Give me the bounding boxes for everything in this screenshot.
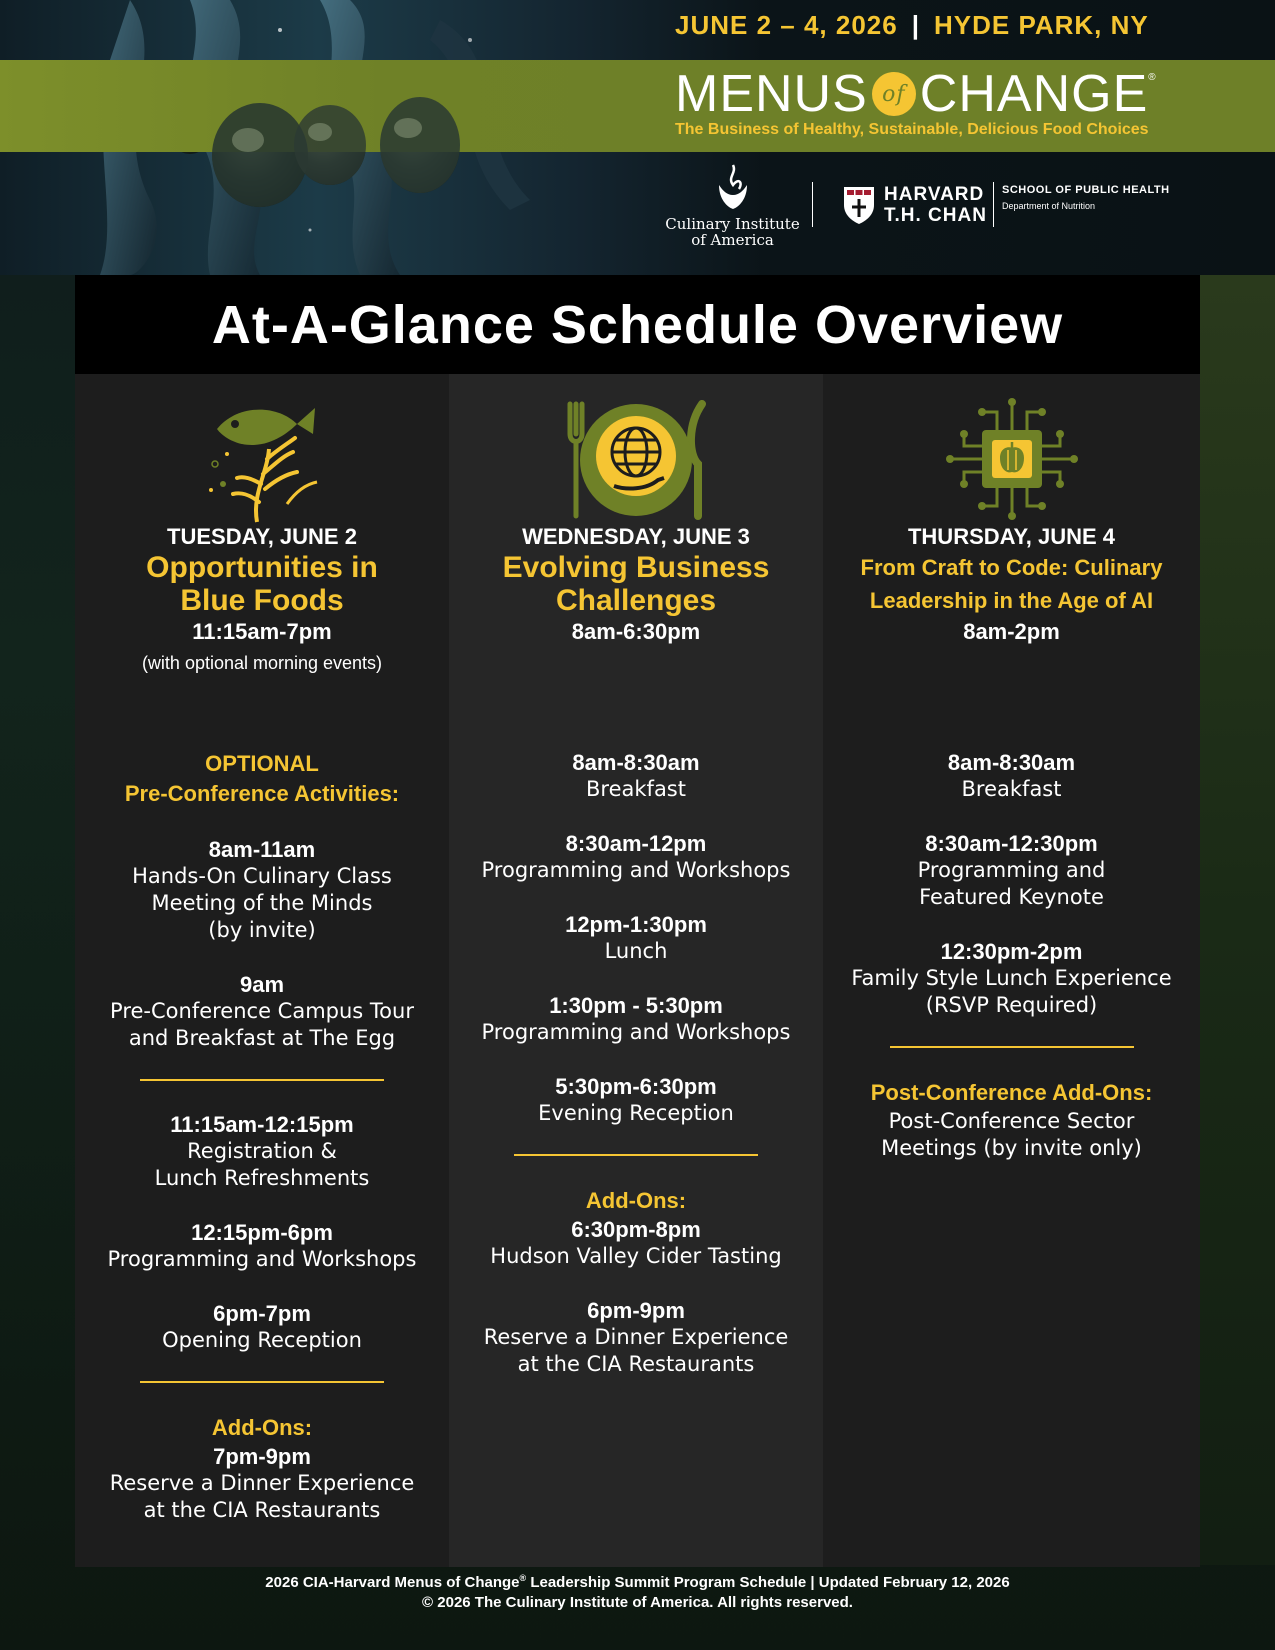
schedule-item [449,911,823,965]
kelp-overlay [90,0,610,275]
item-time: 12:30pm-2pm [940,939,1083,964]
day-header [449,524,823,646]
optional-label: OPTIONAL [205,751,319,776]
addons-label: Add-Ons: [585,1188,687,1213]
dates-text: JUNE 2 – 4, 2026 [675,10,898,40]
flame-icon [713,163,753,211]
item-time: 6pm-9pm [587,1298,685,1323]
dates-separator: | [911,10,920,40]
cia-logo [665,163,800,248]
footer-line-1 [0,1568,1275,1593]
day-label: THURSDAY, JUNE 4 [907,524,1116,549]
schedule-list [75,749,449,1551]
schedule-item [823,749,1200,803]
day-theme-line-1: Evolving Business [502,551,770,584]
item-time: 6:30pm-8pm [571,1217,701,1242]
item-desc: Programming and Workshops [481,1020,791,1044]
item-desc: Lunch Refreshments [154,1166,370,1190]
item-desc: Programming and Workshops [107,1247,417,1271]
header-banner [0,0,1275,275]
logo-word-menus: MENUS [675,65,868,123]
footer-update-text: Leadership Summit Program Schedule | Updated February 12, 2026 [526,1574,1010,1591]
item-desc: (by invite) [208,918,316,942]
schedule-list [449,749,823,1405]
item-time: 12:15pm-6pm [191,1220,333,1245]
fish-seaweed-icon [75,394,449,524]
item-desc: Pre-Conference Campus Tour [110,999,414,1023]
menus-of-change-logo [675,64,1157,124]
harvard-shield-icon [842,185,876,225]
item-desc: Meeting of the Minds [151,891,373,915]
day-header [823,524,1200,646]
item-desc: Programming and Workshops [481,858,791,882]
item-time: 7pm-9pm [213,1444,311,1469]
item-time: 8:30am-12:30pm [925,831,1098,856]
item-desc: Hands-On Culinary Class [132,864,392,888]
registered-mark: ® [1148,72,1157,83]
item-desc: Breakfast [961,777,1062,801]
day-label: WEDNESDAY, JUNE 3 [522,524,750,549]
footer-registered-mark: ® [519,1573,527,1583]
item-desc: Family Style Lunch Experience [851,966,1172,990]
footer [0,1568,1275,1613]
item-desc: Post-Conference Sector [888,1109,1135,1133]
schedule-item [75,1111,449,1192]
item-desc: Reserve a Dinner Experience [483,1325,789,1349]
day-column-thursday [823,374,1200,1567]
section-divider [514,1154,758,1156]
item-desc: Reserve a Dinner Experience [109,1471,415,1495]
item-time: 1:30pm - 5:30pm [549,993,723,1018]
schedule-item [449,830,823,884]
schedule-item [449,1073,823,1127]
optional-title: Pre-Conference Activities: [124,781,400,806]
logo-divider-2 [993,182,994,227]
item-time: 5:30pm-6:30pm [555,1074,717,1099]
harvard-line-1: HARVARD [884,184,985,205]
harvard-line-2: T.H. CHAN [884,205,987,226]
schedule-item [823,938,1200,1019]
schedule-list [823,749,1200,1189]
item-desc: Lunch [604,939,668,963]
post-conference-item [823,1078,1200,1162]
addons-item [75,1413,449,1524]
schedule-panel [75,275,1200,1567]
item-time: 8am-8:30am [947,750,1076,775]
day-hours-note: (with optional morning events) [141,653,383,673]
item-time: 9am [239,972,285,997]
logo-divider [812,182,813,227]
item-desc: Programming and [917,858,1106,882]
schedule-item [449,749,823,803]
section-divider [890,1046,1134,1048]
school-of-public-health [1002,184,1170,211]
item-desc: Featured Keynote [919,885,1104,909]
day-theme-line-1: Opportunities in [146,551,378,584]
globe-plate-icon [449,394,823,524]
item-time: 8am-8:30am [572,750,700,775]
sph-line-2: Department of Nutrition [1002,201,1096,211]
title-bar [75,275,1200,374]
day-header [75,524,449,674]
footer-program-text: 2026 CIA-Harvard Menus of Change [265,1574,520,1591]
addons-item [449,1186,823,1270]
schedule-item [75,1300,449,1354]
day-hours: 11:15am-7pm [192,619,332,644]
day-theme-line-2: Blue Foods [180,584,344,617]
item-desc: at the CIA Restaurants [143,1498,381,1522]
item-desc: Registration & [187,1139,337,1163]
item-time: 12pm-1:30pm [565,912,707,937]
day-column-wednesday [449,374,823,1567]
sph-line-1: SCHOOL OF PUBLIC HEALTH [1002,184,1170,196]
ai-chip-pepper-icon [823,394,1200,524]
day-column-tuesday [75,374,449,1567]
section-divider [140,1381,384,1383]
cia-line-2: of America [691,231,774,249]
logo-word-change: CHANGE [919,65,1149,123]
item-desc: at the CIA Restaurants [517,1352,755,1376]
schedule-item [449,992,823,1046]
day-theme-line-2: Challenges [555,584,717,617]
item-desc: Opening Reception [162,1328,362,1352]
day-hours: 8am-6:30pm [571,619,701,644]
item-desc: Evening Reception [538,1101,734,1125]
day-hours: 8am-2pm [963,619,1060,644]
item-time: 8am-11am [208,837,316,862]
item-desc: (RSVP Required) [925,993,1098,1017]
item-desc: Hudson Valley Cider Tasting [490,1244,782,1268]
day-label: TUESDAY, JUNE 2 [167,524,357,549]
item-desc: Meetings (by invite only) [881,1136,1142,1160]
schedule-item [75,971,449,1052]
harvard-logo [842,184,987,226]
section-divider [140,1079,384,1081]
day-theme-line-2: Leadership in the Age of AI [869,588,1154,613]
post-conference-label: Post-Conference Add-Ons: [870,1080,1153,1105]
addons-label: Add-Ons: [211,1415,313,1440]
schedule-item [75,836,449,944]
item-time: 11:15am-12:15pm [170,1112,354,1137]
schedule-item [75,1219,449,1273]
item-desc: and Breakfast at The Egg [128,1026,396,1050]
right-texture-strip [1200,275,1275,1565]
item-time: 6pm-7pm [213,1301,311,1326]
tagline: The Business of Healthy, Sustainable, Delicious Food Choices [675,121,1149,138]
page-title: At-A-Glance Schedule Overview [211,294,1064,355]
event-dates [675,10,1195,42]
day-theme-line-1: From Craft to Code: Culinary [860,555,1163,580]
item-time: 8:30am-12pm [565,831,707,856]
addons-item [449,1297,823,1378]
item-desc: Breakfast [586,777,686,801]
logo-of-badge: of [872,72,916,116]
optional-header [75,749,449,809]
cia-line-1: Culinary Institute [665,215,800,233]
schedule-item [823,830,1200,911]
footer-copyright: © 2026 The Culinary Institute of America. All rights reserved. [422,1594,853,1611]
location-text: HYDE PARK, NY [933,10,1149,40]
